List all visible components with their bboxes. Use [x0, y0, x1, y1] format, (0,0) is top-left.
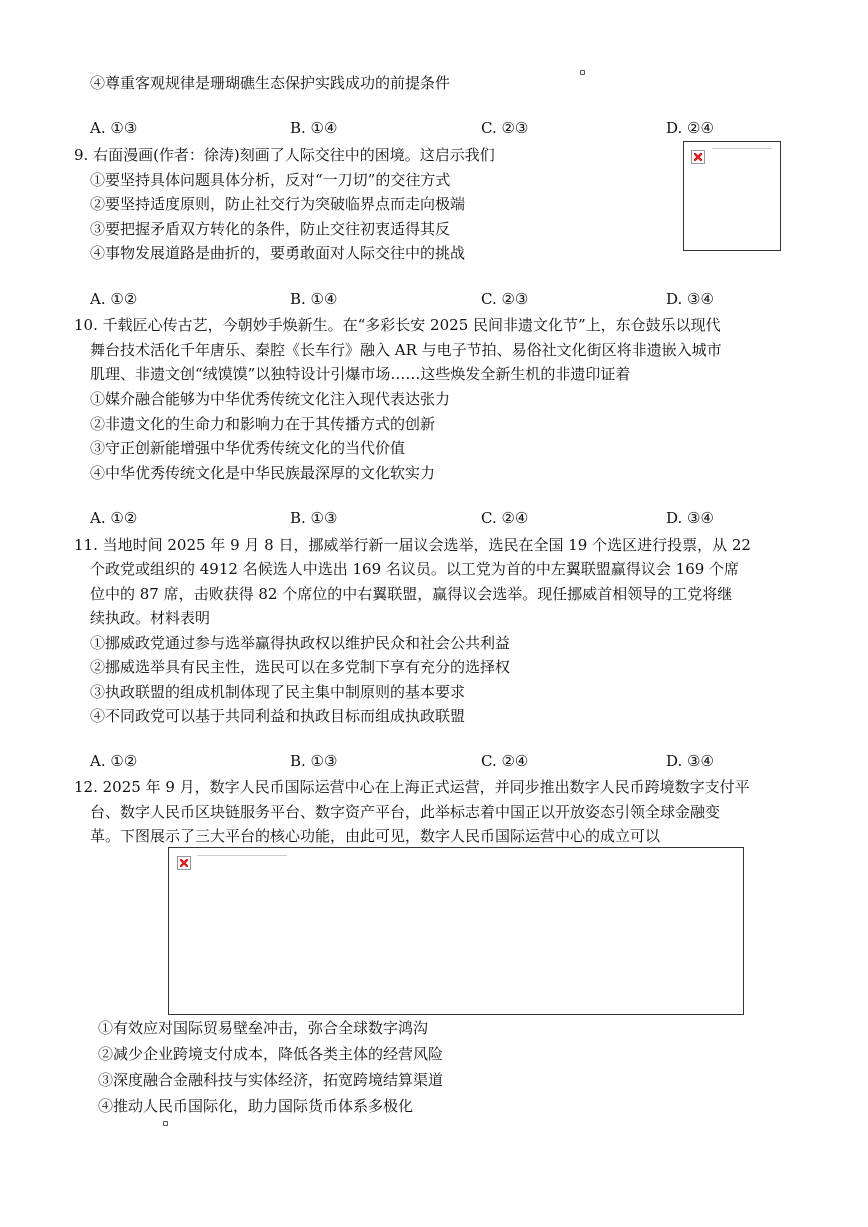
q12-stem-line-3: 革。下图展示了三大平台的核心功能，由此可见，数字人民币国际运营中心的成立可以: [90, 827, 661, 845]
q11-stem-line-3: 位中的 87 席，击败获得 82 个席位的中右翼联盟，赢得议会选举。现任挪威首相领导的工党将继: [90, 585, 733, 603]
q10-stem-line-3: 肌理、非遗文创“绒馍馍”以独特设计引爆市场……这些焕发全新生机的非遗印证着: [90, 365, 631, 383]
q12-stem-line-1: 12. 2025 年 9 月，数字人民币国际运营中心在上海正式运营，并同步推出数字人民币跨境数字支付平: [74, 778, 750, 796]
q10-stem-line-1: 10. 千载匠心传古艺，今朝妙手焕新生。在“多彩长安 2025 民间非遗文化节”上，东仓鼓乐以现代: [74, 316, 721, 334]
q12-item-3: ③深度融合金融科技与实体经济，拓宽跨境结算渠道: [98, 1071, 444, 1089]
q9-item-4: ④事物发展道路是曲折的，要勇敢面对人际交往中的挑战: [90, 244, 466, 262]
image-placeholder-line: [197, 855, 287, 856]
q9-item-2: ②要坚持适度原则，防止社交行为突破临界点而走向极端: [90, 195, 466, 213]
q9-option-c: C. ②③: [481, 290, 529, 308]
stray-mark: [163, 1121, 168, 1126]
q10-item-1: ①媒介融合能够为中华优秀传统文化注入现代表达张力: [90, 390, 451, 408]
q11-stem-line-4: 续执政。材料表明: [90, 609, 211, 627]
q10-stem-line-2: 舞台技术活化千年唐乐、秦腔《长车行》融入 AR 与电子节拍、易俗社文化街区将非遗嵌入城市: [90, 341, 722, 359]
q11-stem-line-2: 个政党或组织的 4912 名候选人中选出 169 名议员。以工党为首的中左翼联盟赢得议会 169 个席: [90, 560, 740, 578]
q9-option-b: B. ①④: [290, 290, 338, 308]
q10-item-3: ③守正创新能增强中华优秀传统文化的当代价值: [90, 439, 406, 457]
q10-item-2: ②非遗文化的生命力和影响力在于其传播方式的创新: [90, 415, 436, 433]
q12-item-2: ②减少企业跨境支付成本，降低各类主体的经营风险: [98, 1045, 444, 1063]
q11-item-4: ④不同政党可以基于共同利益和执政目标而组成执政联盟: [90, 707, 466, 725]
q11-option-b: B. ①③: [290, 752, 338, 770]
q9-stem: 9. 右面漫画(作者：徐涛)刻画了人际交往中的困境。这启示我们: [74, 146, 495, 164]
q8-item-4: ④尊重客观规律是珊瑚礁生态保护实践成功的前提条件: [90, 74, 451, 92]
stray-mark: [580, 70, 585, 75]
q11-stem-line-1: 11. 当地时间 2025 年 9 月 8 日，挪威举行新一届议会选举，选民在全国 19 个选区进行投票，从 22: [74, 536, 751, 554]
q11-item-2: ②挪威选举具有民主性，选民可以在多党制下享有充分的选择权: [90, 658, 511, 676]
q9-item-3: ③要把握矛盾双方转化的条件，防止交往初衷适得其反: [90, 220, 451, 238]
q10-option-d: D. ③④: [666, 509, 714, 527]
q10-option-b: B. ①③: [290, 509, 338, 527]
q8-option-d: D. ②④: [666, 119, 714, 137]
q10-option-a: A. ①②: [90, 509, 138, 527]
broken-image-icon: [691, 150, 705, 164]
q11-option-c: C. ②④: [481, 752, 529, 770]
q10-item-4: ④中华优秀传统文化是中华民族最深厚的文化软实力: [90, 464, 436, 482]
q9-item-1: ①要坚持具体问题具体分析，反对“一刀切”的交往方式: [90, 171, 451, 189]
q11-item-1: ①挪威政党通过参与选举赢得执政权以维护民众和社会公共利益: [90, 634, 511, 652]
q8-option-b: B. ①④: [290, 119, 338, 137]
q11-option-a: A. ①②: [90, 752, 138, 770]
q12-platform-diagram-image: [168, 847, 744, 1015]
q9-cartoon-image: [683, 141, 781, 251]
q11-option-d: D. ③④: [666, 752, 714, 770]
q12-stem-line-2: 台、数字人民币区块链服务平台、数字资产平台，此举标志着中国正以开放姿态引领全球金融变: [90, 803, 721, 821]
q10-option-c: C. ②④: [481, 509, 529, 527]
q12-item-1: ①有效应对国际贸易壁垒冲击，弥合全球数字鸿沟: [98, 1019, 429, 1037]
broken-image-icon: [177, 856, 191, 870]
q9-option-a: A. ①②: [90, 290, 138, 308]
q12-item-4: ④推动人民币国际化，助力国际货币体系多极化: [98, 1097, 414, 1115]
q8-option-a: A. ①③: [90, 119, 138, 137]
q8-option-c: C. ②③: [481, 119, 529, 137]
q9-option-d: D. ③④: [666, 290, 714, 308]
image-placeholder-line: [712, 148, 772, 149]
q11-item-3: ③执政联盟的组成机制体现了民主集中制原则的基本要求: [90, 683, 466, 701]
